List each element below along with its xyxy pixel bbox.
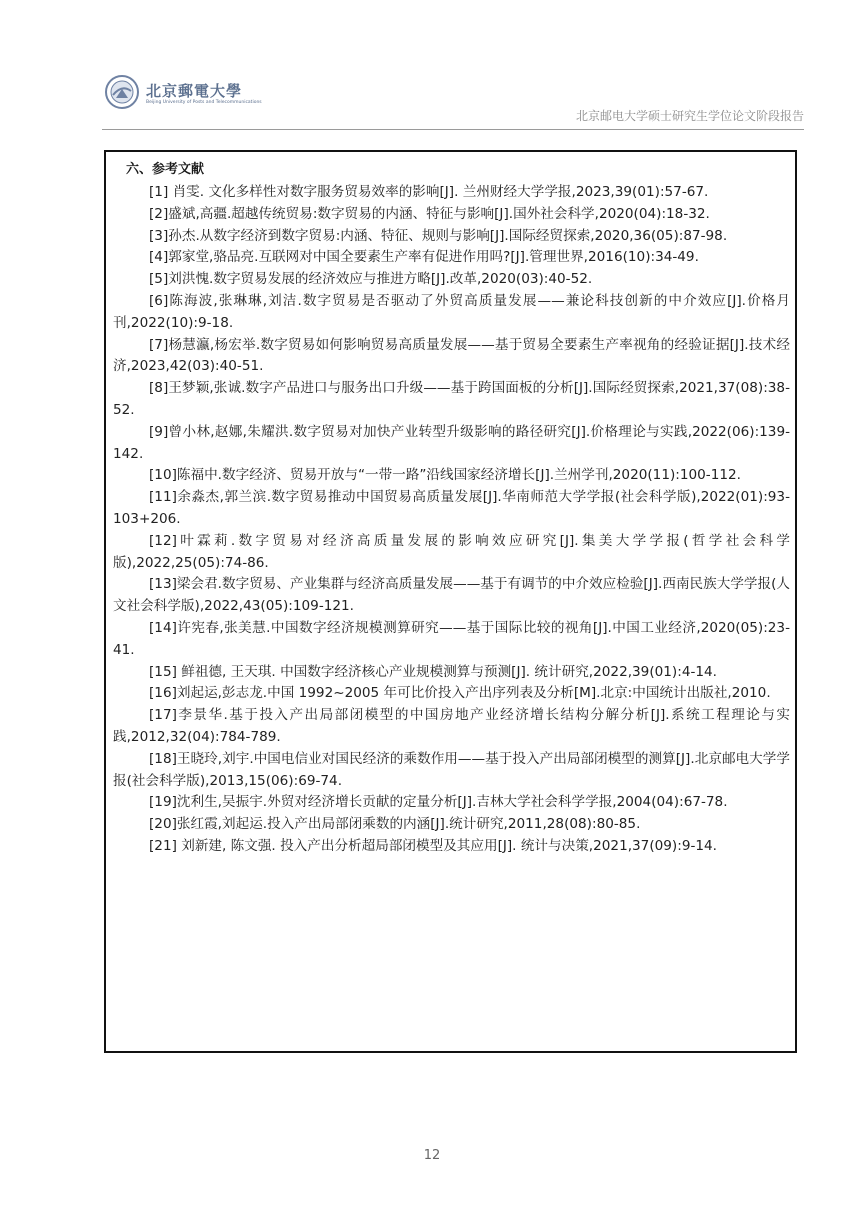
- reference-item: [11]余淼杰,郭兰滨.数字贸易推动中国贸易高质量发展[J].华南师范大学学报(社会科学版),2022(01):93-103+206.: [113, 489, 790, 527]
- reference-item: [19]沈利生,吴振宇.外贸对经济增长贡献的定量分析[J].吉林大学社会科学学报,2004(04):67-78.: [149, 794, 728, 811]
- reference-item: [1] 肖雯. 文化多样性对数字服务贸易效率的影响[J]. 兰州财经大学学报,2023,39(01):57-67.: [149, 184, 709, 200]
- reference-item: [4]郭家堂,骆品亮.互联网对中国全要素生产率有促进作用吗?[J].管理世界,2016(10):34-49.: [149, 249, 699, 266]
- reference-item: [7]杨慧瀛,杨宏举.数字贸易如何影响贸易高质量发展——基于贸易全要素生产率视角的经验证据[J].技术经济,2023,42(03):40-51.: [113, 336, 790, 375]
- university-emblem-icon: [104, 74, 140, 110]
- reference-item: [12]叶霖莉.数字贸易对经济高质量发展的影响效应研究[J].集美大学学报(哲学社会科学版),2022,25(05):74-86.: [113, 532, 790, 571]
- reference-item: [3]孙杰.从数字经济到数字贸易:内涵、特征、规则与影响[J].国际经贸探索,2020,36(05):87-98.: [149, 227, 728, 244]
- reference-item: [15] 鲜祖德, 王天琪. 中国数字经济核心产业规模测算与预测[J]. 统计研究,2022,39(01):4-14.: [149, 663, 717, 680]
- reference-item: [9]曾小林,赵娜,朱耀洪.数字贸易对加快产业转型升级影响的路径研究[J].价格理论与实践,2022(06):139-142.: [113, 423, 790, 462]
- report-header-title: 北京邮电大学硕士研究生学位论文阶段报告: [575, 109, 804, 123]
- reference-list: [113, 182, 790, 858]
- university-logo: [104, 74, 262, 114]
- reference-item: [10]陈福中.数字经济、贸易开放与“一带一路”沿线国家经济增长[J].兰州学刊,2020(11):100-112.: [149, 467, 741, 484]
- section-title: 六、参考文献: [126, 162, 205, 177]
- logo-english-name: Beijing University of Posts and Telecommunications: [146, 100, 262, 105]
- reference-item: [20]张红霞,刘起运.投入产出局部闭乘数的内涵[J].统计研究,2011,28(08):80-85.: [149, 816, 641, 833]
- reference-item: [17]李景华.基于投入产出局部闭模型的中国房地产业经济增长结构分解分析[J].系统工程理论与实践,2012,32(04):784-789.: [113, 707, 790, 745]
- header-divider: [102, 129, 804, 130]
- reference-item: [16]刘起运,彭志龙.中国 1992~2005 年可比价投入产出序列表及分析[M].北京:中国统计出版社,2010.: [149, 685, 771, 702]
- reference-item: [5]刘洪愧.数字贸易发展的经济效应与推进方略[J].改革,2020(03):40-52.: [149, 271, 593, 288]
- page-number: 12: [423, 1148, 441, 1163]
- reference-item: [2]盛斌,高疆.超越传统贸易:数字贸易的内涵、特征与影响[J].国外社会科学,2020(04):18-32.: [149, 205, 710, 222]
- references-box: [104, 150, 797, 1053]
- reference-item: [14]许宪春,张美慧.中国数字经济规模测算研究——基于国际比较的视角[J].中国工业经济,2020(05):23-41.: [113, 619, 790, 658]
- reference-item: [6]陈海波,张琳琳,刘洁.数字贸易是否驱动了外贸高质量发展——兼论科技创新的中介效应[J].价格月刊,2022(10):9-18.: [113, 292, 790, 331]
- reference-item: [21] 刘新建, 陈文强. 投入产出分析超局部闭模型及其应用[J]. 统计与决策,2021,37(09):9-14.: [149, 837, 717, 854]
- reference-item: [8]王梦颖,张诚.数字产品进口与服务出口升级——基于跨国面板的分析[J].国际经贸探索,2021,37(08):38-52.: [113, 380, 790, 418]
- reference-item: [18]王晓玲,刘宇.中国电信业对国民经济的乘数作用——基于投入产出局部闭模型的测算[J].北京邮电大学学报(社会科学版),2013,15(06):69-74.: [113, 750, 790, 789]
- reference-item: [13]梁会君.数字贸易、产业集群与经济高质量发展——基于有调节的中介效应检验[J].西南民族大学学报(人文社会科学版),2022,43(05):109-121.: [113, 576, 790, 615]
- logo-chinese-name: 北京郵電大學: [146, 82, 243, 100]
